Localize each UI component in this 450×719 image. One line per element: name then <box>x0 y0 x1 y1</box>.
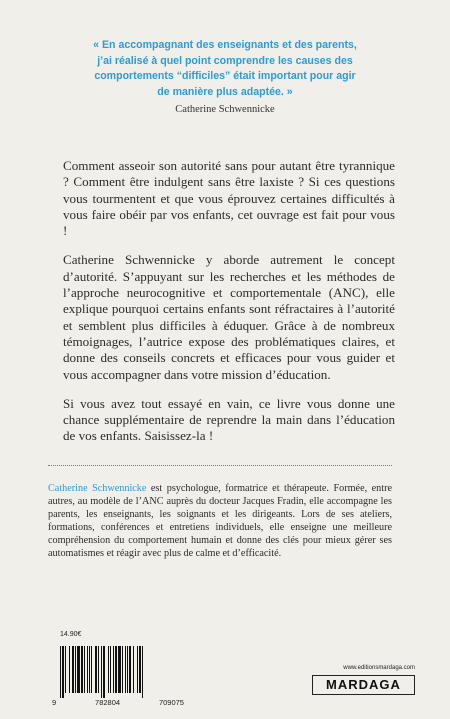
quote-line-4: de manière plus adaptée. » <box>157 85 293 98</box>
barcode-group-2: 709075 <box>158 698 184 707</box>
barcode-bar <box>137 646 138 693</box>
barcode-bar <box>108 646 109 693</box>
blurb-paragraph-3: Si vous avez tout essayé en vain, ce livre vous donne une chance supplémentaire de reprendre la main dans l’éducation de vos enfants. Saisissez-la ! <box>63 395 395 444</box>
quote-line-2: j’ai réalisé à quel point comprendre les causes des <box>97 54 353 67</box>
barcode-bar <box>115 646 117 693</box>
barcode-bars <box>52 646 184 698</box>
blurb-paragraph-1: Comment asseoir son autorité sans pour autant être tyrannique ? Comment être indulgent sans être laxiste ? Si ces questions vous tourmentent et que vous éprouvez certaines difficultés à vous faire obéir par vos enfants, cet ouvrage est fait pour vous ! <box>63 158 395 239</box>
barcode-bar <box>87 646 88 693</box>
barcode-bar <box>103 646 105 698</box>
barcode-bar <box>110 646 111 693</box>
quote-line-3: comportements “difficiles” était important pour agir <box>94 70 356 83</box>
barcode-bar <box>122 646 123 693</box>
barcode-bar <box>129 646 131 693</box>
barcode-bar <box>69 646 70 693</box>
barcode-bar <box>125 646 126 693</box>
barcode-bar <box>133 646 134 693</box>
price-label: 14.90€ <box>60 631 82 638</box>
barcode-bar <box>89 646 90 693</box>
barcode-bar <box>142 646 143 698</box>
barcode-bar <box>72 646 74 693</box>
author-bio <box>48 482 392 561</box>
barcode-bar <box>91 646 92 693</box>
publisher-website: www.editionsmardaga.com <box>343 665 415 671</box>
barcode-digits <box>52 698 184 707</box>
dotted-divider <box>48 465 392 466</box>
barcode-bar <box>98 646 99 693</box>
pull-quote <box>40 38 410 115</box>
barcode-bar <box>84 646 85 693</box>
barcode-bar <box>118 646 121 693</box>
blurb <box>63 158 395 458</box>
barcode-bar <box>101 646 102 698</box>
barcode-group-1: 782804 <box>95 698 121 707</box>
barcode-bar <box>127 646 128 693</box>
barcode-bar <box>65 646 66 693</box>
quote-text <box>40 38 410 100</box>
isbn-barcode <box>52 646 184 708</box>
barcode-bar <box>113 646 114 693</box>
barcode-bar <box>139 646 141 693</box>
quote-line-1: « En accompagnant des enseignants et des parents, <box>93 39 357 51</box>
barcode-bar <box>95 646 97 693</box>
barcode-bar <box>81 646 83 693</box>
quote-author: Catherine Schwennicke <box>175 104 275 116</box>
author-bio-text: est psychologue, formatrice et thérapeute. Formée, entre autres, au modèle de l’ANC auprès du docteur Jacques Fradin, elle accompagne les parents, les enseignants, les soignants et les dirigeants. Lors de ses ateliers, formations, conférences et entretiens individuels, elle enseigne une meilleure compréhension du comportement humain et donne des clés pour mieux gérer ses automatismes et réagir avec plus de calme et d’efficacité. <box>48 483 392 560</box>
barcode-bar <box>60 646 61 698</box>
publisher-logo: MARDAGA <box>312 675 415 695</box>
barcode-first-digit: 9 <box>52 698 57 707</box>
barcode-bar <box>77 646 80 693</box>
barcode-bar <box>62 646 64 698</box>
barcode-bar <box>75 646 76 693</box>
author-bio-name: Catherine Schwennicke <box>48 483 147 494</box>
blurb-paragraph-2: Catherine Schwennicke y aborde autrement le concept d’autorité. S’appuyant sur les recherches et les méthodes de l’approche neurocognitive et comportementale (ANC), elle explique pourquoi certains enfants sont réfractaires à l’autorité et semblent plus difficiles à éduquer. Grâce à de nombreux témoignages, l’autrice expose des problématiques claires, et donne des conseils concrets et efficaces pour vous guider et vous accompagner dans votre mission d’éducation. <box>63 252 395 382</box>
